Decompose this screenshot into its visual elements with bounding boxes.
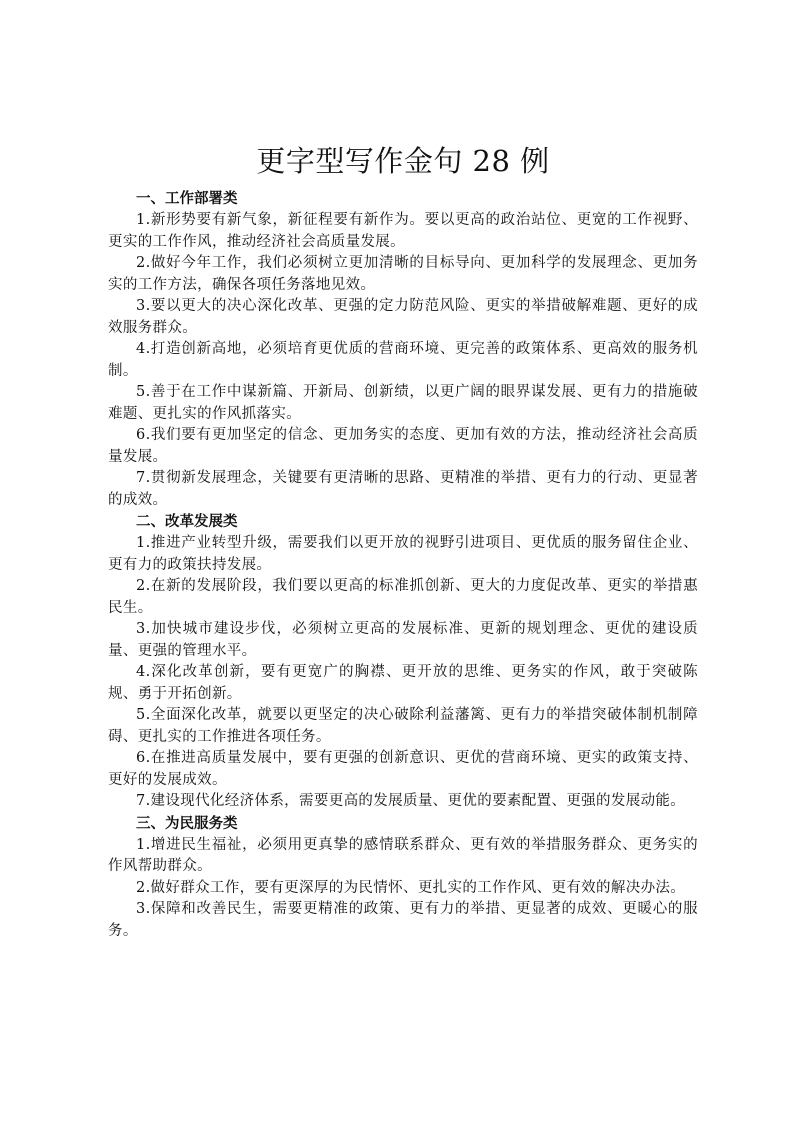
- list-item: 2.在新的发展阶段，我们要以更高的标准抓创新、更大的力度促改革、更实的举措惠民生。: [108, 578, 698, 616]
- document-title: 更字型写作金句 28 例: [256, 144, 550, 178]
- list-item: 2.做好今年工作，我们必须树立更加清晰的目标导向、更加科学的发展理念、更加务实的工作方法，确保各项任务落地见效。: [108, 255, 698, 293]
- list-item: 7.贯彻新发展理念，关键要有更清晰的思路、更精准的举措、更有力的行动、更显著的成效。: [108, 470, 698, 508]
- section-reform-development: [108, 511, 698, 813]
- list-item: 1.新形势要有新气象，新征程要有新作为。要以更高的政治站位、更宽的工作视野、更实的工作作风，推动经济社会高质量发展。: [108, 212, 698, 250]
- section-people-service: [108, 813, 698, 943]
- list-item: 4.打造创新高地，必须培育更优质的营商环境、更完善的政策体系、更高效的服务机制。: [108, 341, 698, 379]
- section-heading: 三、为民服务类: [136, 815, 238, 832]
- list-item: 3.保障和改善民生，需要更精准的政策、更有力的举措、更显著的成效、更暖心的服务。: [108, 901, 698, 939]
- list-item: 4.深化改革创新，要有更宽广的胸襟、更开放的思维、更务实的作风，敢于突破陈规、勇于开拓创新。: [108, 664, 698, 702]
- section-work-deployment: [108, 188, 698, 511]
- section-heading: 一、工作部署类: [136, 191, 238, 207]
- list-item: 1.增进民生福祉，必须用更真挚的感情联系群众、更有效的举措服务群众、更务实的作风帮助群众。: [108, 836, 698, 874]
- document-body: [108, 138, 698, 942]
- list-item: 3.要以更大的决心深化改革、更强的定力防范风险、更实的举措破解难题、更好的成效服务群众。: [108, 298, 698, 336]
- list-item: 3.加快城市建设步伐，必须树立更高的发展标准、更新的规划理念、更优的建设质量、更强的管理水平。: [108, 621, 698, 659]
- list-item: 7.建设现代化经济体系，需要更高的发展质量、更优的要素配置、更强的发展动能。: [136, 793, 686, 809]
- list-item: 6.我们要有更加坚定的信念、更加务实的态度、更加有效的方法，推动经济社会高质量发展。: [108, 427, 698, 465]
- list-item: 5.善于在工作中谋新篇、开新局、创新绩，以更广阔的眼界谋发展、更有力的措施破难题、更扎实的作风抓落实。: [108, 384, 698, 422]
- list-item: 2.做好群众工作，要有更深厚的为民情怀、更扎实的工作作风、更有效的解决办法。: [136, 879, 686, 896]
- list-item: 1.推进产业转型升级，需要我们以更开放的视野引进项目、更优质的服务留住企业、更有力的政策扶持发展。: [108, 535, 698, 573]
- list-item: 5.全面深化改革，就要以更坚定的决心破除利益藩篱、更有力的举措突破体制机制障碍、更扎实的工作推进各项任务。: [108, 707, 698, 745]
- list-item: 6.在推进高质量发展中，要有更强的创新意识、更优的营商环境、更实的政策支持、更好的发展成效。: [108, 750, 698, 788]
- section-heading: 二、改革发展类: [136, 514, 238, 530]
